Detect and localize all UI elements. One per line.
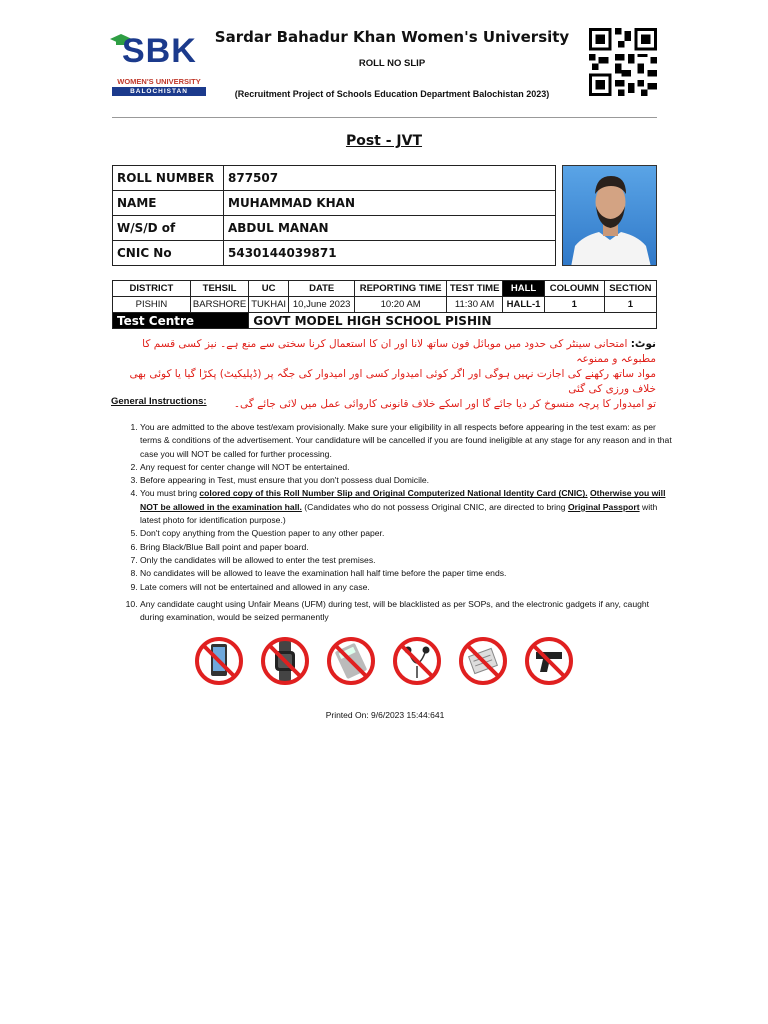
urdu-line-1: نوٹ: امتحانی سینٹر کی حدود میں موبائل فون ساتھ لانا اور ان کا استعمال کرنا سختی سے منع ہے۔ نیز کسی قسم کا مطبوعہ و ممنوعہ <box>142 338 656 365</box>
guardian-value: ABDUL MANAN <box>224 216 556 241</box>
col-header-district: DISTRICT <box>113 281 191 297</box>
list-item: 4. You must bring colored copy of this Roll Number Slip and Original Computerized National Identity Card (CNIC). Otherwise you will NOT be allowed in the examination hall. (Candidates who do not possess Original CNIC, are directed to bring Original Passport with latest photo for identification purpose.) <box>140 487 672 527</box>
test-centre-label: Test Centre <box>113 313 249 329</box>
name-value: MUHAMMAD KHAN <box>224 191 556 216</box>
roll-number-value: 877507 <box>224 166 556 191</box>
col-header-column: COLOUMN <box>544 281 604 297</box>
col-header-date: DATE <box>289 281 355 297</box>
no-smartwatch-icon <box>260 636 310 686</box>
instructions-list <box>126 421 672 624</box>
tehsil-value: BARSHORE <box>190 297 248 313</box>
table-row <box>113 166 556 191</box>
roll-number-label: ROLL NUMBER <box>113 166 224 191</box>
prohibited-items-row <box>194 634 576 688</box>
guardian-label: W/S/D of <box>113 216 224 241</box>
printed-on: Printed On: 9/6/2023 15:44:641 <box>325 710 445 720</box>
section-value: 1 <box>604 297 656 313</box>
list-item: 6. Bring Black/Blue Ball point and paper board. <box>140 541 672 554</box>
list-item: 7. Only the candidates will be allowed to enter the test premises. <box>140 554 672 567</box>
col-header-hall: HALL <box>503 281 545 297</box>
slip-title: ROLL NO SLIP <box>358 58 426 69</box>
list-item: 1. You are admitted to the above test/exam provisionally. Make sure your eligibility in all respects before appearing in the test exam: as per terms & conditions of the advertisement. Your candidature will be cancelled if you are found ineligible at any stage for any reason and in that case you will NOT be called for further processing. <box>140 421 672 461</box>
reporting-time-value: 10:20 AM <box>355 297 447 313</box>
col-header-uc: UC <box>249 281 289 297</box>
no-paper-notes-icon <box>458 636 508 686</box>
table-row <box>113 313 657 329</box>
name-label: NAME <box>113 191 224 216</box>
list-item: 8. No candidates will be allowed to leave the examination hall half time before the paper time ends. <box>140 567 672 580</box>
list-item: 5. Don't copy anything from the Question paper to any other paper. <box>140 527 672 540</box>
candidate-photo <box>562 165 657 266</box>
no-weapon-icon <box>524 636 574 686</box>
no-mobile-phone-icon <box>194 636 244 686</box>
test-time-value: 11:30 AM <box>446 297 502 313</box>
date-value: 10,June 2023 <box>289 297 355 313</box>
list-item: 9. Late comers will not be entertained and allowed in any case. <box>140 581 672 594</box>
cnic-label: CNIC No <box>113 241 224 266</box>
col-header-section: SECTION <box>604 281 656 297</box>
list-item: 2. Any request for center change will NOT be entertained. <box>140 461 672 474</box>
table-row <box>113 216 556 241</box>
candidate-info-table <box>112 165 556 266</box>
university-logo <box>110 32 206 98</box>
header-divider <box>112 117 657 118</box>
column-value: 1 <box>544 297 604 313</box>
cnic-value: 5430144039871 <box>224 241 556 266</box>
table-row <box>113 241 556 266</box>
no-calculator-icon <box>326 636 376 686</box>
logo-letters: SBK <box>122 32 197 70</box>
instructions-title: General Instructions: <box>111 396 207 407</box>
exam-schedule-table <box>112 280 657 329</box>
table-row <box>113 191 556 216</box>
hall-value: HALL-1 <box>503 297 545 313</box>
district-value: PISHIN <box>113 297 191 313</box>
university-title: Sardar Bahadur Khan Women's University <box>214 28 570 46</box>
table-row <box>113 297 657 313</box>
urdu-note-prefix: نوٹ: <box>630 338 656 350</box>
qr-code-icon <box>589 28 657 96</box>
test-centre-value: GOVT MODEL HIGH SCHOOL PISHIN <box>249 313 657 329</box>
col-header-reporting-time: REPORTING TIME <box>355 281 447 297</box>
logo-line2: BALOCHISTAN <box>112 87 206 96</box>
post-title: Post - JVT <box>345 133 423 149</box>
project-subtitle: (Recruitment Project of Schools Education Department Balochistan 2023) <box>234 89 550 99</box>
col-header-test-time: TEST TIME <box>446 281 502 297</box>
uc-value: TUKHAI <box>249 297 289 313</box>
list-item: 3. Before appearing in Test, must ensure that you don't possess dual Domicile. <box>140 474 672 487</box>
no-earphones-icon <box>392 636 442 686</box>
col-header-tehsil: TEHSIL <box>190 281 248 297</box>
urdu-line-2: مواد ساتھ رکھنے کی اجازت نہیں ہوگی اور اگر کوئی امیدوار کسی اور امیدوار کی جگہ پر (ڈپلیکیٹ) پکڑا گیا یا کوئی بھی خلاف ورزی کی گئی <box>129 368 656 395</box>
logo-line1: WOMEN'S UNIVERSITY <box>117 77 201 86</box>
table-header-row <box>113 281 657 297</box>
urdu-line-3: تو امیدوار کا پرچہ منسوخ کر دیا جائے گا اور اسکے خلاف قانونی کاروائی عمل میں لائی جائے گی۔ <box>233 398 656 410</box>
list-item: 10. Any candidate caught using Unfair Means (UFM) during test, will be blacklisted as per SOPs, and the electronic gadgets if any, caught during examination, would be seized permanently <box>140 598 672 625</box>
